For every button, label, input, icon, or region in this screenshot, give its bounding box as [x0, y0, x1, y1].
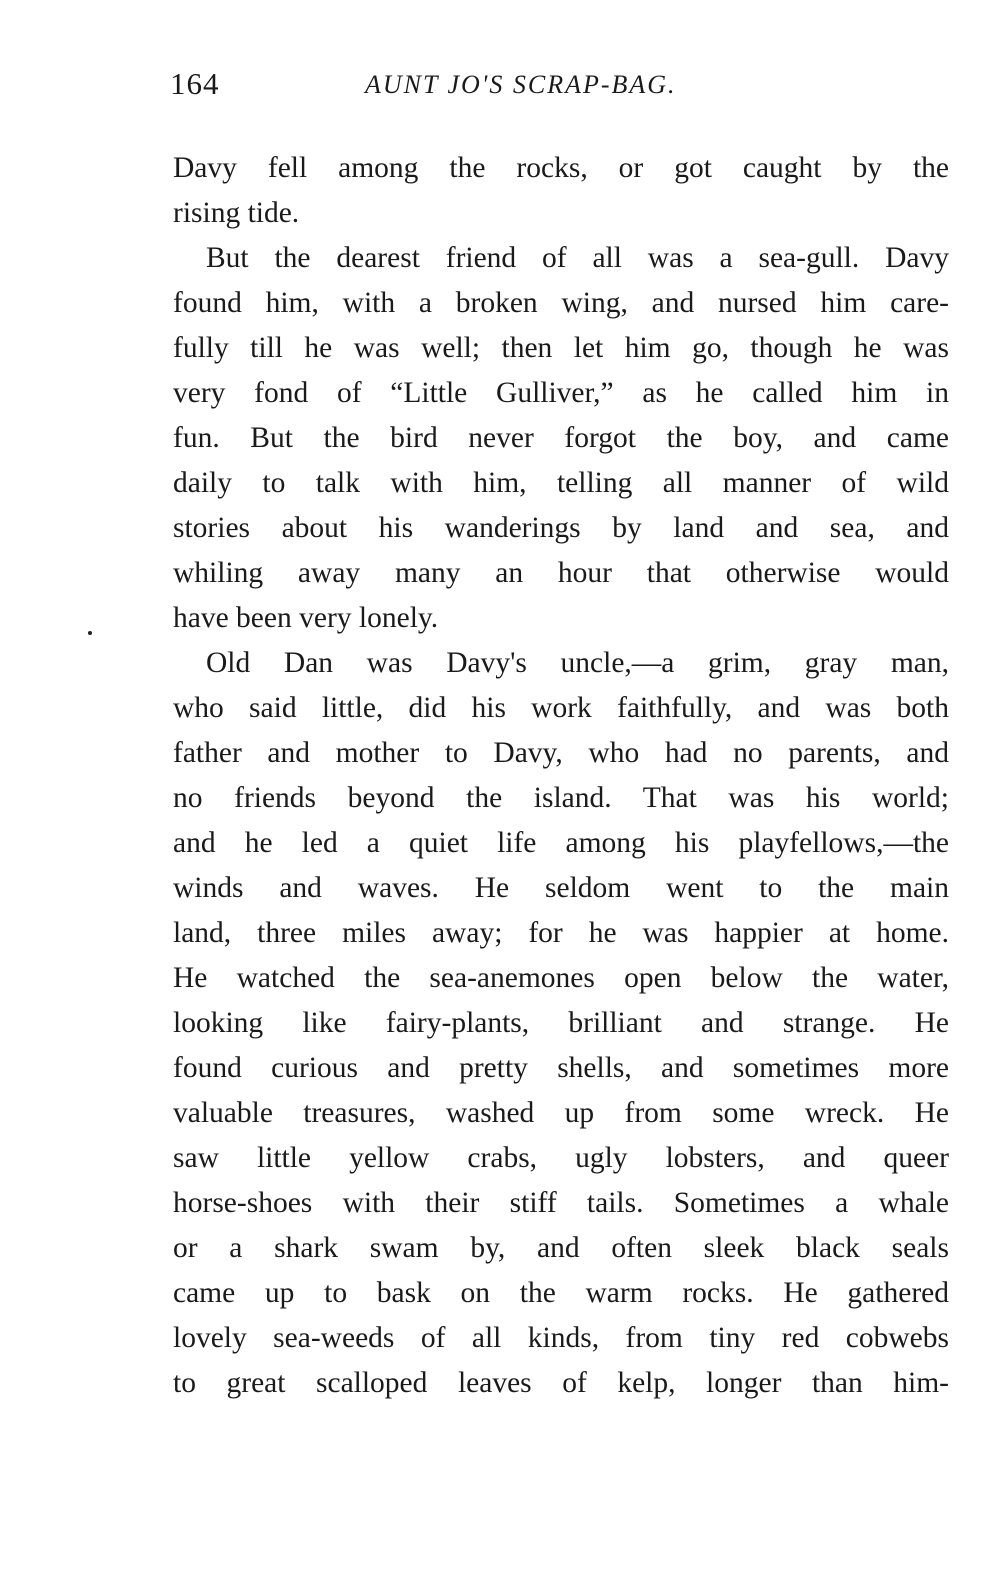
text-line: found curious and pretty shells, and sometimes more — [173, 1052, 949, 1084]
text-line: fun. But the bird never forgot the boy, and came — [173, 422, 949, 454]
text-line: or a shark swam by, and often sleek black seals — [173, 1232, 949, 1264]
text-line: Old Dan was Davy's uncle,—a grim, gray man, — [206, 647, 949, 679]
text-line: horse-shoes with their stiff tails. Sometimes a whale — [173, 1187, 949, 1219]
body-text — [173, 146, 949, 1406]
text-line: found him, with a broken wing, and nursed him care- — [173, 287, 949, 319]
text-line: land, three miles away; for he was happier at home. — [173, 917, 949, 949]
text-line: stories about his wanderings by land and sea, and — [173, 512, 949, 544]
text-line: father and mother to Davy, who had no parents, and — [173, 737, 949, 769]
text-line: who said little, did his work faithfully, and was both — [173, 692, 949, 724]
text-line: and he led a quiet life among his playfellows,—the — [173, 827, 949, 859]
running-head-title: AUNT JO'S SCRAP-BAG. — [365, 70, 677, 99]
text-line: daily to talk with him, telling all manner of wild — [173, 467, 949, 499]
text-line: have been very lonely. — [173, 602, 439, 634]
text-line: came up to bask on the warm rocks. He gathered — [173, 1277, 949, 1309]
text-line: winds and waves. He seldom went to the main — [173, 872, 949, 904]
page-number: 164 — [170, 66, 220, 101]
text-line: whiling away many an hour that otherwise would — [173, 557, 949, 589]
text-line: saw little yellow crabs, ugly lobsters, and queer — [173, 1142, 949, 1174]
text-line: He watched the sea-anemones open below the water, — [173, 962, 949, 994]
text-line: valuable treasures, washed up from some wreck. He — [173, 1097, 949, 1129]
text-line: no friends beyond the island. That was his world; — [173, 782, 949, 814]
text-line: to great scalloped leaves of kelp, longer than him- — [173, 1367, 949, 1399]
text-line: But the dearest friend of all was a sea-gull. Davy — [206, 242, 949, 274]
text-line: Davy fell among the rocks, or got caught by the — [173, 152, 949, 184]
text-line: fully till he was well; then let him go, though he was — [173, 332, 949, 364]
text-line: looking like fairy-plants, brilliant and strange. He — [173, 1007, 949, 1039]
scan-speck — [88, 631, 92, 635]
text-line: rising tide. — [173, 197, 300, 229]
text-line: lovely sea-weeds of all kinds, from tiny red cobwebs — [173, 1322, 949, 1354]
text-line: very fond of “Little Gulliver,” as he called him in — [173, 377, 949, 409]
